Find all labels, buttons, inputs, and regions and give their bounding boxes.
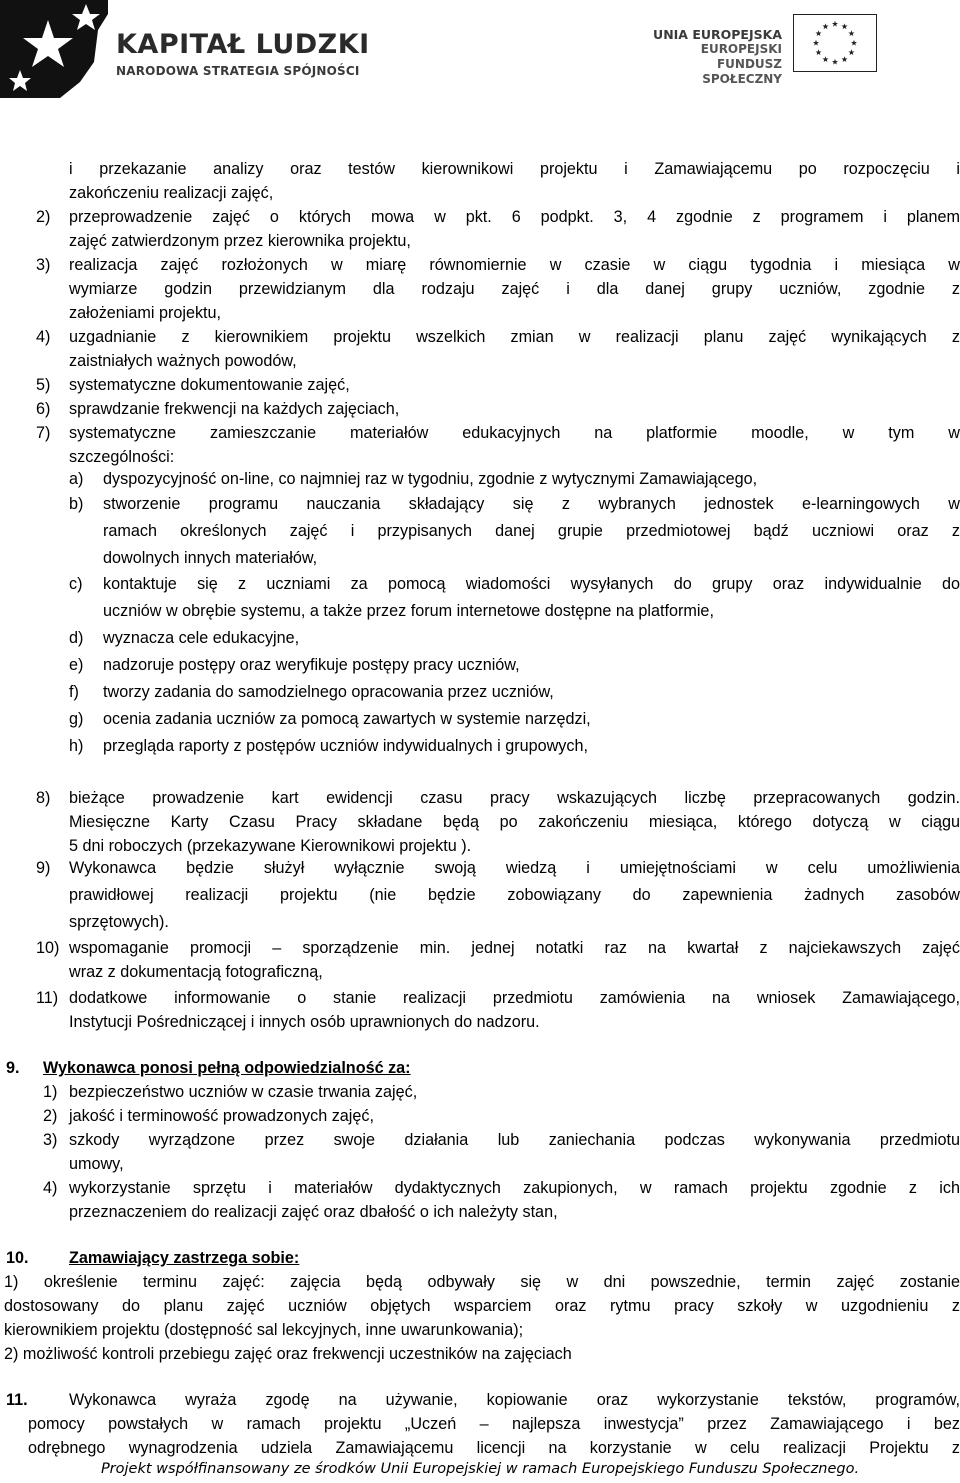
section-number: 10.	[6, 1249, 29, 1267]
text-line: 2) możliwość kontroli przebiegu zajęć oraz frekwencji uczestników na zajęciach	[4, 1345, 572, 1363]
text-line: Instytucji Pośredniczącej i innych osób uprawnionych do nadzoru.	[69, 1013, 540, 1031]
list-number: 11)	[36, 989, 59, 1007]
list-number: 5)	[36, 376, 51, 394]
text-line: 5 dni roboczych (przekazywane Kierownikowi projektu ).	[69, 837, 472, 855]
section-number: 9.	[6, 1059, 20, 1077]
text-line: przeznaczeniem do realizacji zajęć oraz dbałość o ich należyty stan,	[69, 1203, 558, 1221]
text-line: szkody wyrządzone przez swoje działania lub zaniechania podczas wykonywania przedmiotu	[69, 1131, 960, 1149]
list-number: 2)	[43, 1107, 58, 1125]
page-header	[0, 0, 960, 100]
sub-list-text: uczniów w obrębie systemu, a także przez forum internetowe dostępne na platformie,	[103, 602, 714, 620]
sub-list-text: dowolnych innych materiałów,	[103, 549, 318, 567]
sub-list-letter: e)	[69, 656, 84, 674]
list-number: 2)	[36, 208, 51, 226]
list-number: 10)	[36, 939, 60, 957]
text-line: szczególności:	[69, 448, 175, 466]
text-line: odrębnego wynagrodzenia udziela Zamawiającemu licencji na korzystanie w celu realizacji Projektu z	[28, 1439, 960, 1457]
sub-list-text: tworzy zadania do samodzielnego opracowania przez uczniów,	[103, 683, 554, 701]
sub-list-letter: h)	[69, 737, 84, 755]
list-number: 1)	[43, 1083, 58, 1101]
ue-line3: FUNDUSZ SPOŁECZNY	[702, 57, 782, 86]
text-line: wspomaganie promocji – sporządzenie min. jednej notatki raz na kwartał z najciekawszych zajęć	[69, 939, 960, 957]
ue-line1: UNIA EUROPEJSKA	[653, 27, 782, 42]
list-number: 4)	[43, 1179, 58, 1197]
text-line: dodatkowe informowanie o stanie realizacji przedmiotu zamówienia na wniosek Zamawiającego,	[69, 989, 960, 1007]
text-line: wraz z dokumentacją fotograficzną,	[69, 963, 323, 981]
section-heading: Zamawiający zastrzega sobie:	[69, 1249, 300, 1267]
text-line: Wykonawca wyraża zgodę na używanie, kopiowanie oraz wykorzystanie tekstów, programów,	[69, 1391, 960, 1409]
sub-list-text: wyznacza cele edukacyjne,	[103, 629, 300, 647]
text-line: bieżące prowadzenie kart ewidencji czasu pracy wskazujących liczbę przepracowanych godzin.	[69, 789, 960, 807]
text-line: bezpieczeństwo uczniów w czasie trwania zajęć,	[69, 1083, 418, 1101]
sub-list-text: ocenia zadania uczniów za pomocą zawartych w systemie narzędzi,	[103, 710, 591, 728]
text-line: wymiarze godzin przewidzianym dla rodzaju zajęć i dla danej grupy uczniów, zgodnie z	[69, 280, 960, 298]
kl-title: KAPITAŁ LUDZKI	[116, 29, 370, 60]
kapital-ludzki-text	[116, 30, 370, 78]
text-line: przeprowadzenie zajęć o których mowa w pkt. 6 podpkt. 3, 4 zgodnie z programem i planem	[69, 208, 960, 226]
text-line: uzgadnianie z kierownikiem projektu wszelkich zmian w realizacji planu zajęć wynikających z	[69, 328, 960, 346]
text-line: sprawdzanie frekwencji na każdych zajęciach,	[69, 400, 400, 418]
text-line: Miesięczne Karty Czasu Pracy składane będą po zakończeniu miesiąca, którego dotyczą w ciągu	[69, 813, 960, 831]
ue-line2: EUROPEJSKI	[700, 42, 782, 56]
text-line: Wykonawca będzie służył wyłącznie swoją wiedzą i umiejętnościami w celu umożliwienia	[69, 859, 960, 877]
sub-list-letter: g)	[69, 710, 84, 728]
sub-list-letter: f)	[69, 683, 79, 701]
sub-list-text: dyspozycyjność on-line, co najmniej raz w tygodniu, zgodnie z wytycznymi Zamawiającego,	[103, 470, 758, 488]
kapital-ludzki-logo	[0, 0, 110, 98]
text-line: pomocy powstałych w ramach projektu „Uczeń – najlepsza inwestycja” przez Zamawiającego i bez	[28, 1415, 960, 1433]
text-line: zaistniałych ważnych powodów,	[69, 352, 297, 370]
text-line: systematyczne zamieszczanie materiałów edukacyjnych na platformie moodle, w tym w	[69, 424, 960, 442]
text-line: zakończeniu realizacji zajęć,	[69, 184, 274, 202]
text-line: systematyczne dokumentowanie zajęć,	[69, 376, 350, 394]
sub-list-text: ramach określonych zajęć i przypisanych danej grupie przedmiotowej bądź uczniowi oraz z	[103, 522, 960, 540]
text-line: jakość i terminowość prowadzonych zajęć,	[69, 1107, 374, 1125]
section-heading: Wykonawca ponosi pełną odpowiedzialność za:	[43, 1059, 411, 1077]
text-line: wykorzystanie sprzętu i materiałów dydaktycznych zakupionych, w ramach projektu zgodnie z ich	[69, 1179, 960, 1197]
text-line: założeniami projektu,	[69, 304, 222, 322]
list-number: 3)	[43, 1131, 58, 1149]
list-number: 9)	[36, 859, 51, 877]
page-footer: Projekt współfinansowany ze środków Unii Europejskiej w ramach Europejskiego Funduszu Społecznego.	[100, 1461, 860, 1477]
list-number: 6)	[36, 400, 51, 418]
list-number: 3)	[36, 256, 51, 274]
list-number: 4)	[36, 328, 51, 346]
sub-list-text: przegląda raporty z postępów uczniów indywidualnych i grupowych,	[103, 737, 588, 755]
sub-list-letter: d)	[69, 629, 84, 647]
text-line: 1) określenie terminu zajęć: zajęcia będą odbywały się w dni powszednie, termin zajęć zostanie	[4, 1273, 960, 1291]
text-line: prawidłowej realizacji projektu (nie będzie zobowiązany do zapewnienia żadnych zasobów	[69, 886, 960, 904]
list-number: 7)	[36, 424, 51, 442]
text-line: sprzętowych).	[69, 913, 169, 931]
sub-list-text: kontaktuje się z uczniami za pomocą wiadomości wysyłanych do grupy oraz indywidualnie do	[103, 575, 960, 593]
section-number: 11.	[6, 1391, 28, 1409]
eu-flag-icon	[793, 14, 877, 72]
sub-list-letter: a)	[69, 470, 84, 488]
text-line: zajęć zatwierdzonym przez kierownika projektu,	[69, 232, 411, 250]
list-number: 8)	[36, 789, 51, 807]
sub-list-text: nadzoruje postępy oraz weryfikuje postępy pracy uczniów,	[103, 656, 520, 674]
sub-list-text: stworzenie programu nauczania składający się z wybranych jednostek e-learningowych w	[103, 495, 960, 513]
text-line: dostosowany do planu zajęć uczniów objętych wsparciem oraz rytmu pracy szkoły w uzgodnieniu z	[4, 1297, 960, 1315]
sub-list-letter: b)	[69, 495, 84, 513]
text-line: umowy,	[69, 1155, 124, 1173]
text-line: realizacja zajęć rozłożonych w miarę równomiernie w czasie w ciągu tygodnia i miesiąca w	[69, 256, 960, 274]
text-line: i przekazanie analizy oraz testów kierownikowi projektu i Zamawiającemu po rozpoczęciu i	[69, 160, 960, 178]
ue-text	[636, 27, 782, 87]
sub-list-letter: c)	[69, 575, 83, 593]
text-line: kierownikiem projektu (dostępność sal lekcyjnych, inne uwarunkowania);	[4, 1321, 524, 1339]
kl-subtitle: NARODOWA STRATEGIA SPÓJNOŚCI	[116, 64, 360, 78]
